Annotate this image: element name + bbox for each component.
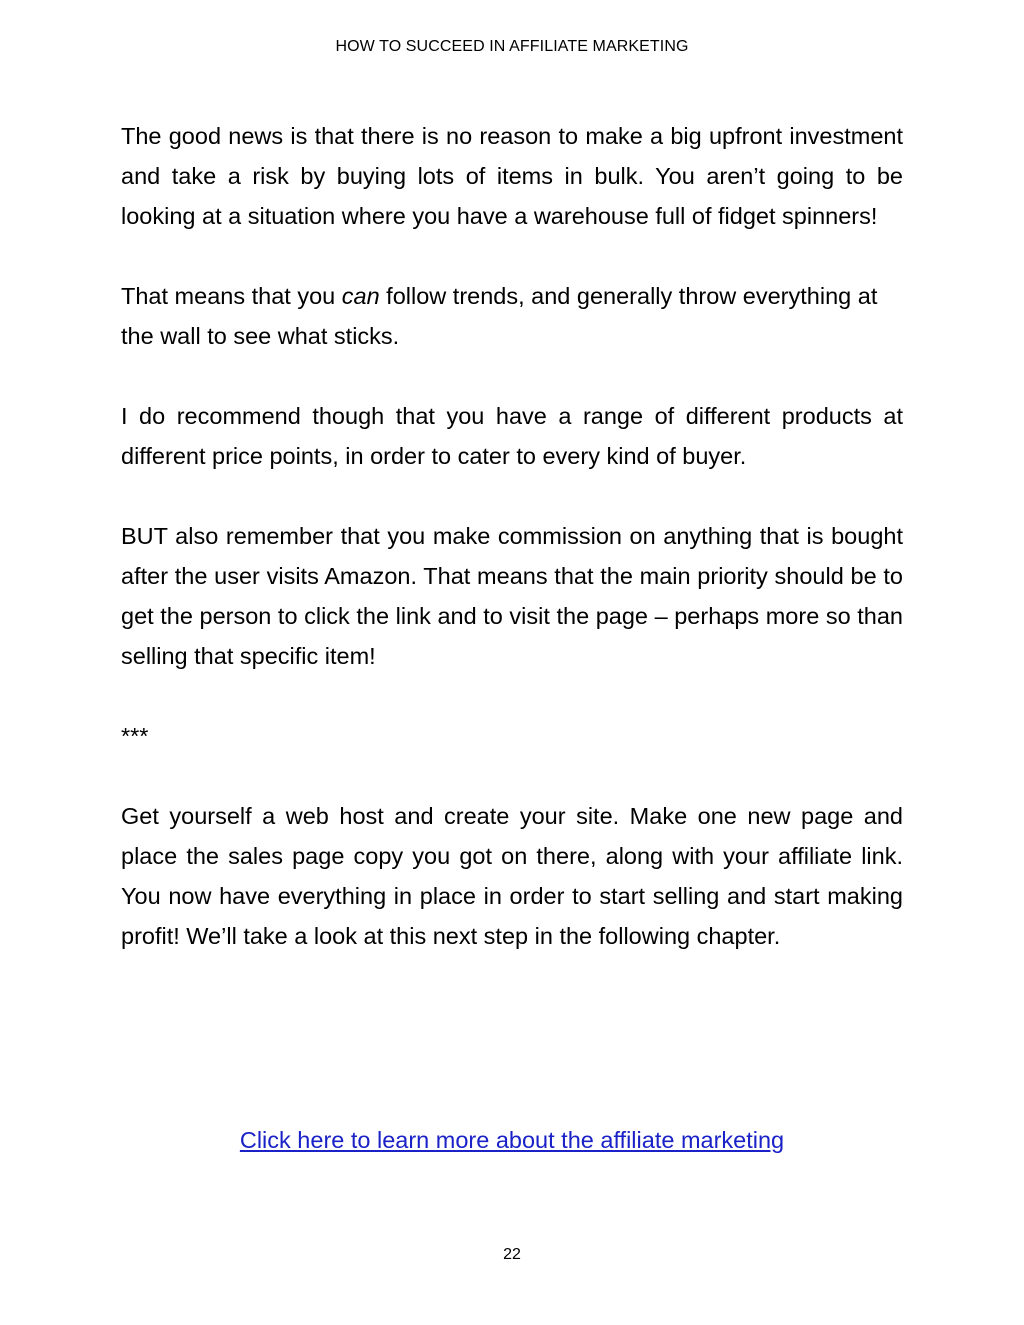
paragraph-follow-trends-rest: follow trends, and generally throw everything at the wall to see what sticks.: [121, 283, 878, 349]
paragraph-web-host: Get yourself a web host and create your site. Make one new page and place the sales page copy you got on there, along with your affiliate link. You now have everything in place in order to start selling and start making profit! We’ll take a look at this next step in the following chapter.: [121, 803, 903, 949]
paragraph-follow-trends-lead: That means that you: [121, 283, 342, 309]
body-text: [121, 116, 903, 956]
emphasis-can: can: [341, 283, 380, 309]
paragraph-price-points: I do recommend though that you have a range of different products at different price points, in order to cater to every kind of buyer.: [121, 403, 903, 469]
paragraph-commission: BUT also remember that you make commission on anything that is bought after the user visits Amazon. That means that the main priority should be to get the person to click the link and to visit the page – perhaps more so than selling that specific item!: [121, 523, 903, 669]
paragraph-follow-trends: [121, 276, 903, 356]
running-header: HOW TO SUCCEED IN AFFILIATE MARKETING: [335, 38, 689, 55]
paragraph-upfront-investment: The good news is that there is no reason to make a big upfront investment and take a risk by buying lots of items in bulk. You aren’t going to be looking at a situation where you have a warehouse full of fidget spinners!: [121, 123, 903, 229]
section-separator: ***: [121, 723, 149, 749]
cta-link-row: [0, 1120, 1024, 1160]
learn-more-link[interactable]: Click here to learn more about the affiliate marketing: [239, 1127, 785, 1153]
page-number: 22: [503, 1246, 521, 1263]
